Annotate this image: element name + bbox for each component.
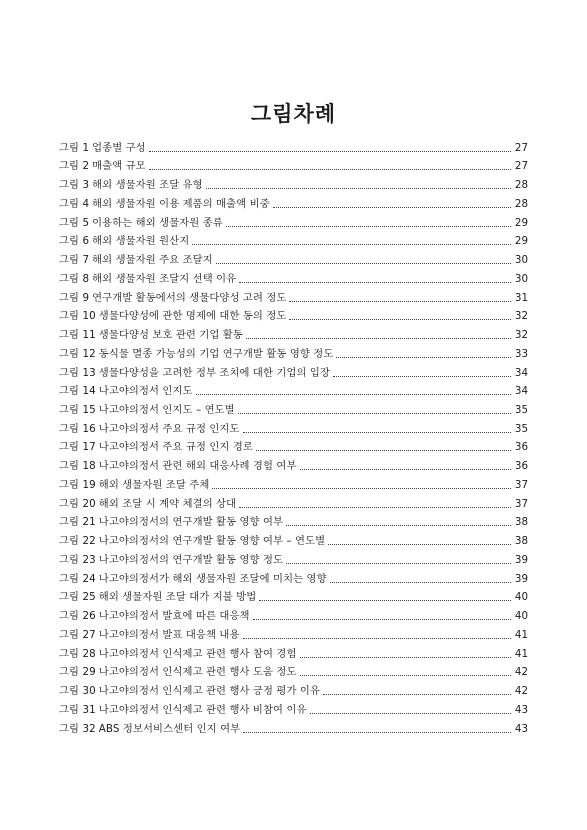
toc-figure-title: 나고야의정서 인지도 [98, 385, 193, 398]
toc-entry-label [59, 591, 256, 604]
toc-figure-number: 그림 14 [59, 385, 96, 398]
toc-entry-label [59, 460, 297, 473]
toc-entry-label [59, 648, 297, 661]
toc-figure-number: 그림 27 [59, 628, 96, 641]
toc-entry-label [59, 235, 189, 248]
toc-dot-leader [330, 582, 511, 583]
toc-dot-leader [333, 376, 511, 377]
toc-figure-title: 나고야의정서 인식제고 관련 행사 비참여 이유 [98, 703, 307, 716]
toc-page-number: 27 [514, 141, 528, 154]
toc-entry-label [59, 610, 250, 623]
toc-page-number: 43 [514, 703, 528, 716]
toc-figure-title: 생물다양성에 관한 명제에 대한 동의 정도 [98, 310, 287, 323]
toc-page-number: 41 [514, 628, 528, 641]
toc-entry-label [59, 535, 325, 548]
toc-page-number: 27 [514, 160, 528, 173]
toc-figure-title: 이용하는 해외 생물자원 종류 [92, 216, 223, 229]
toc-figure-number: 그림 31 [59, 703, 96, 716]
toc-entry[interactable] [59, 323, 528, 342]
toc-figure-title: 나고야의정서의 연구개발 활동 영향 정도 [98, 553, 284, 566]
toc-entry-label [59, 198, 270, 211]
toc-page-number: 36 [514, 441, 528, 454]
toc-entry[interactable] [59, 717, 528, 736]
toc-figure-number: 그림 7 [59, 254, 90, 267]
toc-entry-label [59, 666, 297, 679]
toc-figure-number: 그림 2 [59, 160, 90, 173]
toc-page-number: 35 [514, 404, 528, 417]
toc-figure-number: 그림 6 [59, 235, 90, 248]
toc-dot-leader [239, 282, 511, 283]
toc-dot-leader [149, 151, 511, 152]
toc-dot-leader [239, 507, 511, 508]
toc-figure-title: 나고야의정서 인식제고 관련 행사 도움 정도 [98, 666, 297, 679]
toc-entry[interactable] [59, 136, 528, 155]
toc-figure-title: ABS 정보서비스센터 인지 여부 [98, 722, 241, 735]
toc-entry-label [59, 498, 236, 511]
toc-entry[interactable] [59, 511, 528, 530]
toc-figure-number: 그림 29 [59, 666, 96, 679]
toc-figure-number: 그림 24 [59, 572, 96, 585]
toc-entry-label [59, 704, 307, 717]
toc-dot-leader [206, 188, 511, 189]
toc-entry[interactable] [59, 342, 528, 361]
toc-page-number: 39 [514, 572, 528, 585]
toc-entry-label [59, 142, 146, 155]
toc-figure-title: 해외 조달 시 계약 체결의 상대 [98, 497, 237, 510]
toc-page-number: 43 [514, 722, 528, 735]
toc-dot-leader [243, 432, 511, 433]
toc-entry[interactable] [59, 492, 528, 511]
toc-entry[interactable] [59, 173, 528, 192]
toc-entry-label [59, 423, 240, 436]
toc-dot-leader [216, 263, 511, 264]
toc-figure-number: 그림 30 [59, 685, 96, 698]
toc-dot-leader [243, 638, 511, 639]
toc-dot-leader [243, 732, 511, 733]
toc-figure-title: 연구개발 활동에서의 생물다양성 고려 정도 [92, 291, 287, 304]
toc-entry[interactable] [59, 436, 528, 455]
toc-figure-number: 그림 21 [59, 516, 96, 529]
toc-dot-leader [323, 694, 511, 695]
toc-entry[interactable] [59, 586, 528, 605]
toc-figure-number: 그림 4 [59, 197, 90, 210]
toc-page-number: 35 [514, 422, 528, 435]
toc-dot-leader [253, 619, 511, 620]
toc-dot-leader [273, 207, 511, 208]
toc-figure-number: 그림 20 [59, 497, 96, 510]
page-title: 그림차례 [250, 101, 337, 127]
toc-figure-number: 그림 26 [59, 610, 96, 623]
toc-figure-title: 동식물 멸종 가능성의 기업 연구개발 활동 영향 정도 [98, 347, 334, 360]
toc-entry[interactable] [59, 604, 528, 623]
toc-page-number: 30 [514, 272, 528, 285]
toc-entry-label [59, 217, 223, 230]
toc-entry-label [59, 310, 286, 323]
toc-figure-number: 그림 5 [59, 216, 90, 229]
toc-entry[interactable] [59, 380, 528, 399]
toc-entry[interactable] [59, 417, 528, 436]
toc-figure-title: 매출액 규모 [92, 160, 146, 173]
toc-entry[interactable] [59, 192, 528, 211]
toc-figure-number: 그림 3 [59, 179, 90, 192]
toc-dot-leader [196, 394, 511, 395]
toc-page-number: 40 [514, 610, 528, 623]
toc-figure-title: 해외 생물자원 조달 주체 [98, 478, 210, 491]
toc-figure-number: 그림 8 [59, 272, 90, 285]
toc-figure-number: 그림 19 [59, 478, 96, 491]
figure-list [59, 136, 528, 736]
toc-entry[interactable] [59, 679, 528, 698]
toc-page-number: 33 [514, 347, 528, 360]
toc-dot-leader [300, 675, 512, 676]
toc-dot-leader [192, 244, 511, 245]
toc-entry-label [59, 723, 240, 736]
toc-entry-label [59, 385, 193, 398]
toc-figure-number: 그림 28 [59, 647, 96, 660]
toc-figure-title: 해외 생물자원 이용 제품의 매출액 비중 [92, 197, 270, 210]
toc-page-number: 36 [514, 460, 528, 473]
toc-entry[interactable] [59, 267, 528, 286]
toc-dot-leader [149, 169, 511, 170]
toc-entry-label [59, 348, 333, 361]
toc-figure-title: 해외 생물자원 조달지 선택 이유 [92, 272, 237, 285]
toc-figure-number: 그림 10 [59, 310, 96, 323]
toc-page-number: 41 [514, 647, 528, 660]
toc-page-number: 39 [514, 553, 528, 566]
toc-entry[interactable] [59, 698, 528, 717]
toc-page-number: 38 [514, 535, 528, 548]
toc-figure-number: 그림 16 [59, 422, 96, 435]
toc-figure-title: 나고야의정서 발효에 따른 대응책 [98, 610, 250, 623]
toc-entry-label [59, 292, 286, 305]
toc-figure-title: 나고야의정서 인식제고 관련 행사 긍정 평가 이유 [98, 685, 320, 698]
toc-figure-number: 그림 32 [59, 722, 96, 735]
toc-entry[interactable] [59, 473, 528, 492]
toc-page-number: 32 [514, 310, 528, 323]
toc-entry[interactable] [59, 529, 528, 548]
toc-figure-title: 나고야의정서 인식제고 관련 행사 참여 경험 [98, 647, 297, 660]
toc-dot-leader [256, 450, 511, 451]
toc-page-number: 28 [514, 197, 528, 210]
toc-entry-label [59, 160, 146, 173]
toc-figure-title: 생물다양성을 고려한 정부 조치에 대한 기업의 입장 [98, 366, 331, 379]
toc-entry[interactable] [59, 661, 528, 680]
toc-figure-number: 그림 15 [59, 404, 96, 417]
toc-figure-title: 나고야의정서 주요 규정 인지도 [98, 422, 240, 435]
toc-dot-leader [286, 563, 511, 564]
toc-dot-leader [226, 226, 511, 227]
toc-entry-label [59, 329, 243, 342]
toc-figure-number: 그림 22 [59, 535, 96, 548]
toc-entry-label [59, 367, 330, 380]
toc-figure-number: 그림 23 [59, 553, 96, 566]
toc-entry[interactable] [59, 305, 528, 324]
toc-page-number: 30 [514, 254, 528, 267]
toc-figure-title: 나고야의정서 주요 규정 인지 경로 [98, 441, 253, 454]
toc-figure-title: 해외 생물자원 조달 대가 지불 방법 [98, 591, 257, 604]
toc-dot-leader [246, 338, 511, 339]
toc-figure-title: 나고야의정서가 해외 생물자원 조달에 미치는 영향 [98, 572, 327, 585]
toc-page-number: 42 [514, 685, 528, 698]
toc-figure-number: 그림 18 [59, 460, 96, 473]
toc-entry-label [59, 479, 209, 492]
toc-page-number: 32 [514, 329, 528, 342]
toc-dot-leader [286, 525, 511, 526]
toc-figure-title: 해외 생물자원 주요 조달지 [92, 254, 213, 267]
toc-entry-label [59, 516, 283, 529]
toc-entry-label [59, 179, 203, 192]
toc-figure-title: 생물다양성 보호 관련 기업 활동 [98, 329, 243, 342]
toc-dot-leader [300, 657, 512, 658]
toc-entry-label [59, 573, 327, 586]
toc-figure-number: 그림 12 [59, 347, 96, 360]
toc-entry[interactable] [59, 361, 528, 380]
toc-dot-leader [212, 488, 511, 489]
toc-figure-title: 나고야의정서의 연구개발 활동 영향 여부 – 연도별 [98, 535, 326, 548]
toc-entry[interactable] [59, 155, 528, 174]
toc-figure-number: 그림 25 [59, 591, 96, 604]
toc-dot-leader [310, 713, 511, 714]
toc-page-number: 37 [514, 497, 528, 510]
toc-entry[interactable] [59, 286, 528, 305]
toc-figure-title: 해외 생물자원 원산지 [92, 235, 190, 248]
toc-figure-title: 나고야의정서 관련 해외 대응사례 경험 여부 [98, 460, 297, 473]
toc-page-number: 38 [514, 516, 528, 529]
toc-page-number: 28 [514, 179, 528, 192]
toc-page-number: 34 [514, 366, 528, 379]
toc-figure-number: 그림 11 [59, 329, 96, 342]
toc-figure-number: 그림 17 [59, 441, 96, 454]
toc-figure-number: 그림 13 [59, 366, 96, 379]
toc-figure-title: 업종별 구성 [92, 141, 146, 154]
toc-entry[interactable] [59, 230, 528, 249]
toc-dot-leader [238, 413, 511, 414]
toc-entry[interactable] [59, 567, 528, 586]
toc-entry[interactable] [59, 211, 528, 230]
toc-entry[interactable] [59, 548, 528, 567]
toc-entry-label [59, 404, 235, 417]
toc-entry-label [59, 685, 320, 698]
toc-entry[interactable] [59, 398, 528, 417]
toc-page-number: 40 [514, 591, 528, 604]
toc-dot-leader [336, 357, 511, 358]
toc-entry[interactable] [59, 623, 528, 642]
toc-entry-label [59, 629, 240, 642]
toc-entry-label [59, 441, 253, 454]
toc-page-number: 34 [514, 385, 528, 398]
toc-dot-leader [259, 600, 511, 601]
toc-dot-leader [300, 469, 512, 470]
toc-page-number: 29 [514, 235, 528, 248]
toc-dot-leader [289, 301, 511, 302]
toc-entry[interactable] [59, 454, 528, 473]
toc-page-number: 42 [514, 666, 528, 679]
toc-page-number: 31 [514, 291, 528, 304]
toc-entry[interactable] [59, 642, 528, 661]
toc-entry-label [59, 554, 283, 567]
toc-figure-number: 그림 1 [59, 141, 90, 154]
toc-dot-leader [289, 319, 511, 320]
toc-figure-title: 나고야의정서 발표 대응책 내용 [98, 628, 240, 641]
toc-page-number: 37 [514, 478, 528, 491]
toc-page-number: 29 [514, 216, 528, 229]
toc-dot-leader [328, 544, 511, 545]
toc-figure-title: 나고야의정서의 연구개발 활동 영향 여부 [98, 516, 284, 529]
toc-entry-label [59, 273, 236, 286]
toc-entry-label [59, 254, 213, 267]
toc-entry[interactable] [59, 248, 528, 267]
toc-figure-number: 그림 9 [59, 291, 90, 304]
toc-figure-title: 해외 생물자원 조달 유형 [92, 179, 203, 192]
toc-figure-title: 나고야의정서 인지도 – 연도별 [98, 404, 235, 417]
